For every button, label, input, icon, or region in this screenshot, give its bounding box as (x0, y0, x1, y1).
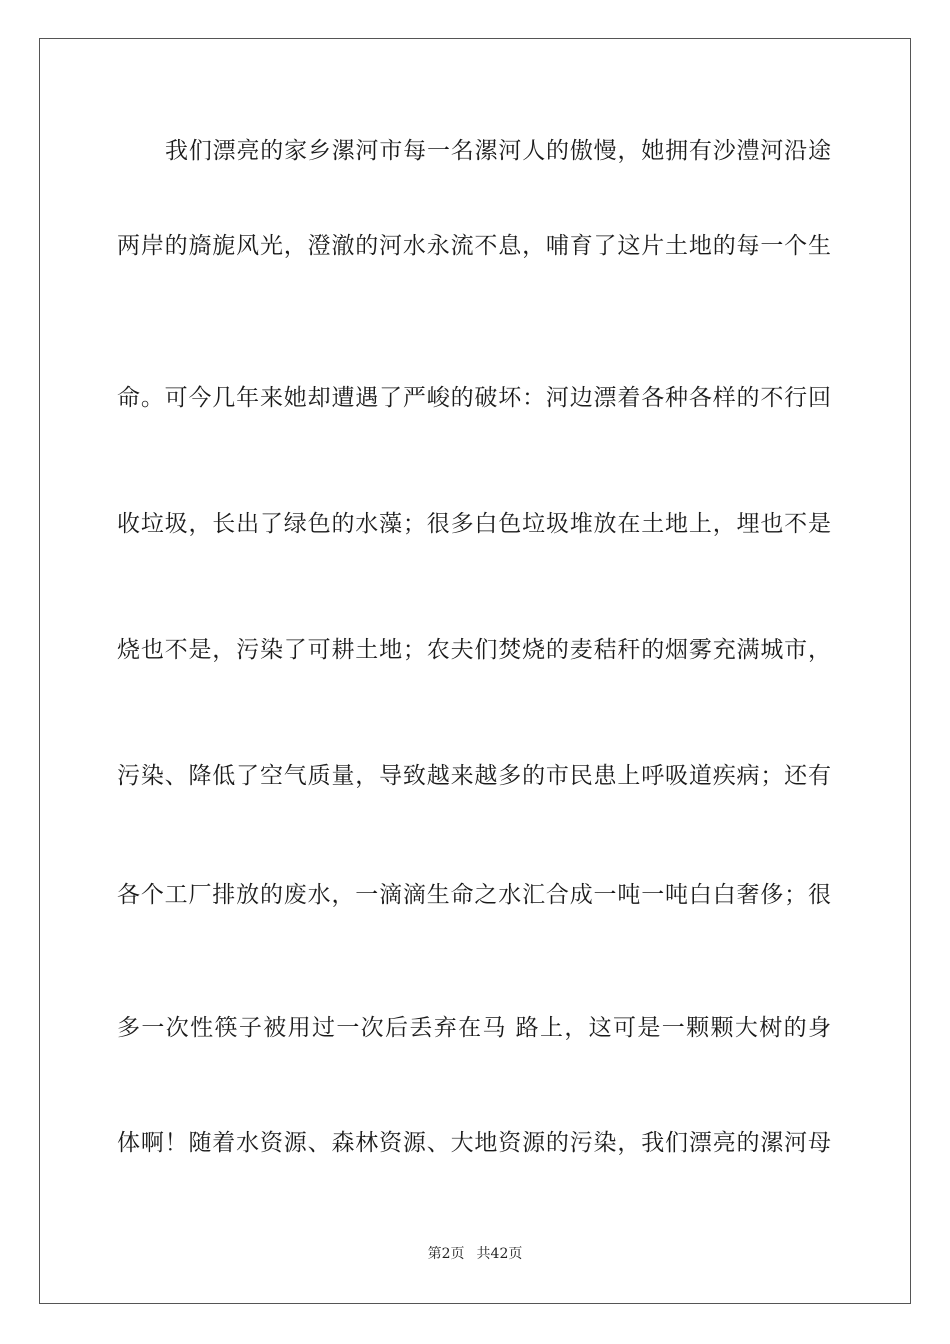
paragraph-line-5: 烧也不是，污染了可耕土地；农夫们焚烧的麦秸秆的烟雾充满城市， (117, 637, 831, 663)
paragraph-line-3: 命。可今几年来她却遭遇了严峻的破坏：河边漂着各种各样的不行回 (117, 385, 831, 411)
page-number: 第2页 (427, 1246, 465, 1262)
page-total: 共42页 (476, 1246, 523, 1262)
paragraph-line-9: 体啊！随着水资源、森林资源、大地资源的污染，我们漂亮的漯河母 (117, 1130, 831, 1156)
paragraph-line-8: 多一次性筷子被用过一次后丢弃在马 路上，这可是一颗颗大树的身 (117, 1015, 831, 1041)
paragraph-line-1: 我们漂亮的家乡漯河市每一名漯河人的傲慢，她拥有沙澧河沿途 (165, 138, 831, 164)
paragraph-line-2: 两岸的旖旎风光，澄澈的河水永流不息，哺育了这片土地的每一个生 (117, 233, 831, 259)
page-border (39, 38, 911, 1304)
paragraph-line-4: 收垃圾，长出了绿色的水藻；很多白色垃圾堆放在土地上，埋也不是 (117, 511, 831, 537)
paragraph-line-7: 各个工厂排放的废水，一滴滴生命之水汇合成一吨一吨白白奢侈；很 (117, 882, 831, 908)
page-footer (0, 1245, 950, 1263)
paragraph-line-6: 污染、降低了空气质量，导致越来越多的市民患上呼吸道疾病；还有 (117, 763, 831, 789)
